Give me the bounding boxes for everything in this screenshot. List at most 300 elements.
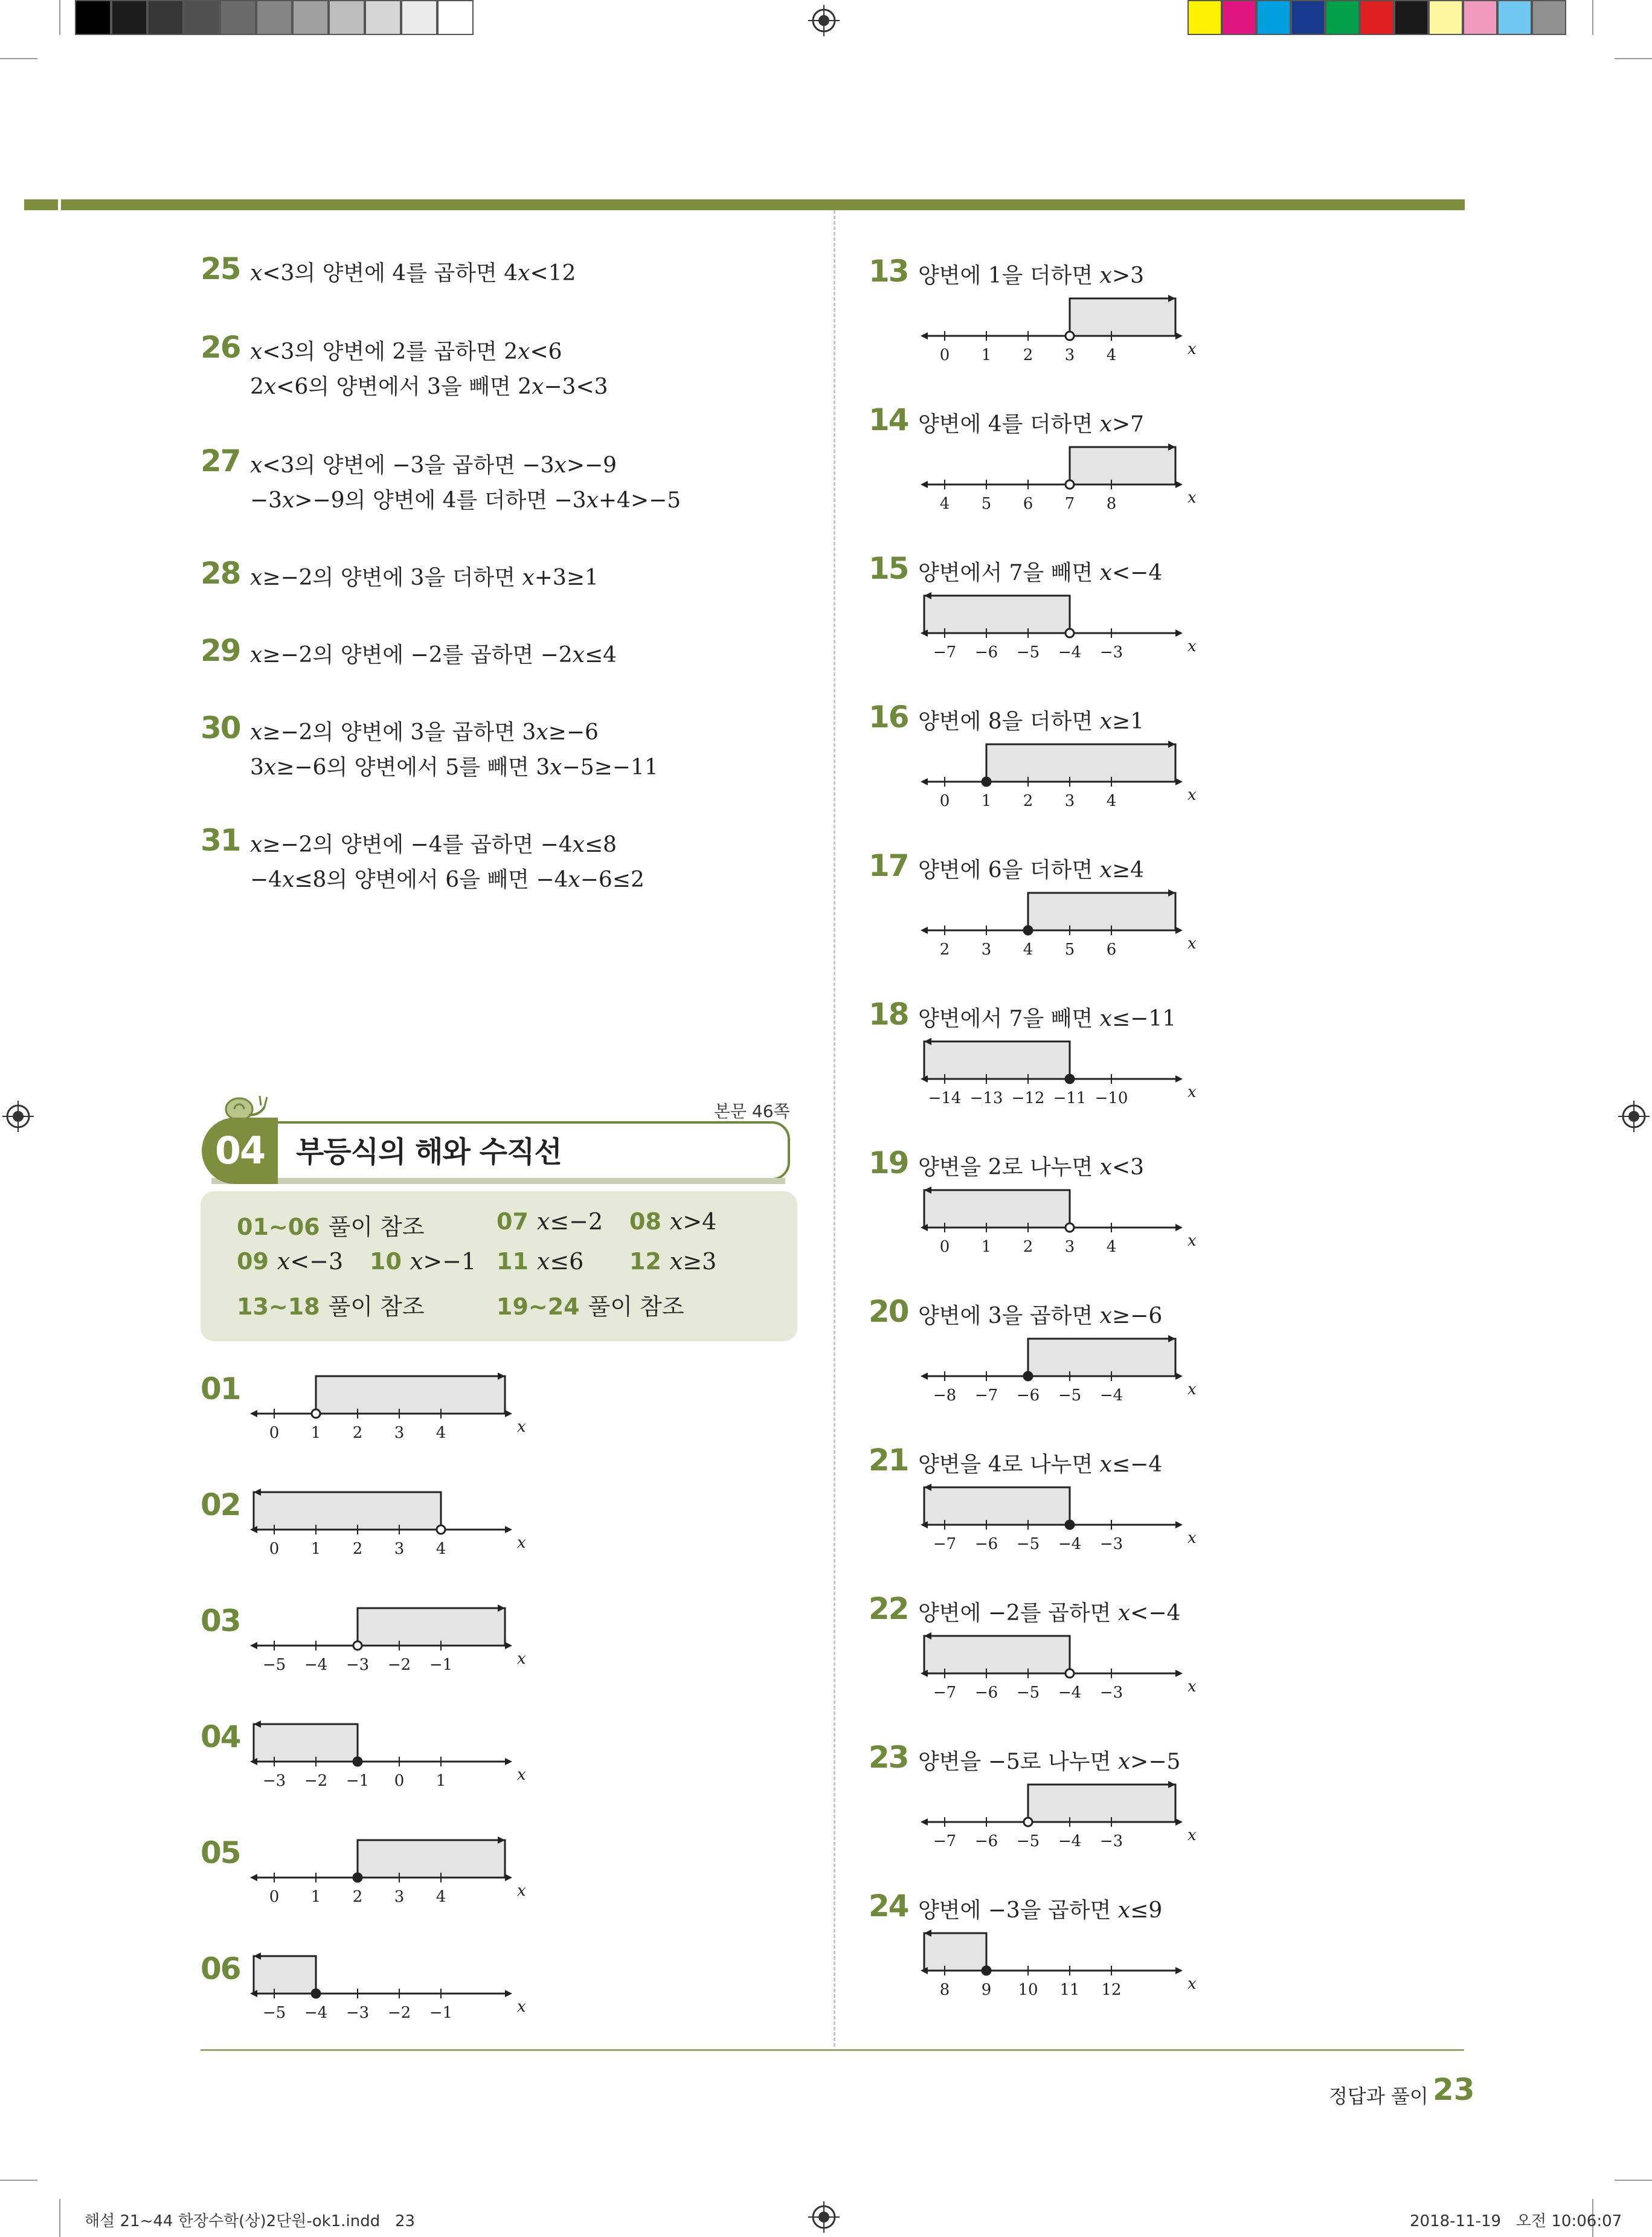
- closed-point: [982, 1966, 991, 1975]
- axis-variable: x: [1188, 1083, 1197, 1101]
- problem-number: 05: [201, 1835, 240, 1870]
- open-point: [312, 1409, 320, 1418]
- answer-key: 12: [629, 1248, 661, 1275]
- answer-entry: [370, 1248, 476, 1275]
- answer-key: 13~18: [237, 1293, 320, 1320]
- tick-label: 3: [394, 1424, 405, 1442]
- answer-value: x≤6: [536, 1248, 584, 1275]
- tick-label: −7: [933, 643, 957, 661]
- closed-point: [1065, 1075, 1074, 1083]
- tick-label: 8: [1106, 495, 1117, 513]
- tick-label: 10: [1018, 1981, 1038, 1999]
- tick-label: 6: [1106, 941, 1117, 959]
- problem-number: 29: [201, 633, 240, 668]
- color-swatch: [1532, 0, 1566, 35]
- tick-label: −5: [1016, 643, 1040, 661]
- number-line: [254, 1722, 526, 1794]
- problem-number: 13: [869, 254, 908, 289]
- solution-line: x≥−2의 양변에 −4를 곱하면 −4x≤8: [250, 832, 617, 857]
- axis-arrowhead: [1175, 778, 1183, 785]
- tick-label: 0: [939, 792, 950, 810]
- tick-label: −8: [933, 1386, 957, 1405]
- axis-variable: x: [1188, 1380, 1197, 1399]
- closed-point: [353, 1757, 362, 1766]
- solution-line: 양변에 8을 더하면 x≥1: [918, 709, 1145, 734]
- axis-arrowhead: [1175, 1818, 1183, 1826]
- problem-number: 20: [869, 1294, 908, 1329]
- gray-swatch: [365, 0, 401, 35]
- print-date-info: 2018-11-19 오전 10:06:07: [1410, 2212, 1622, 2230]
- number-line: [254, 1374, 526, 1446]
- color-swatch: [1429, 0, 1463, 35]
- open-point: [1065, 629, 1074, 637]
- color-swatch: [1256, 0, 1291, 35]
- number-line: [254, 1490, 526, 1562]
- problem-number: 02: [201, 1487, 240, 1522]
- problem-number: 23: [869, 1740, 908, 1775]
- number-line: [924, 1188, 1197, 1260]
- color-swatch: [1222, 0, 1256, 35]
- solution-region: [924, 1933, 986, 1971]
- gray-swatch: [184, 0, 220, 35]
- axis-variable: x: [1188, 1826, 1197, 1844]
- registration-mark-right: [1618, 1101, 1650, 1132]
- problem-number: 24: [869, 1888, 908, 1923]
- axis-arrowhead: [250, 1410, 257, 1417]
- color-swatch: [1497, 0, 1532, 35]
- crop-mark: [59, 0, 60, 35]
- number-line: [924, 1633, 1197, 1706]
- tick-label: −4: [1099, 1386, 1123, 1405]
- number-line: [924, 890, 1197, 963]
- solution-region: [254, 1492, 441, 1530]
- solution-region: [924, 1041, 1070, 1079]
- gray-swatch: [147, 0, 184, 35]
- tick-label: −7: [933, 1832, 957, 1850]
- tick-label: 0: [939, 346, 950, 364]
- problem-number: 18: [869, 997, 908, 1032]
- tick-label: −4: [304, 2004, 328, 2022]
- solution-line: 양변에서 7을 빼면 x<−4: [918, 561, 1163, 585]
- solution-line: 양변에서 7을 빼면 x≤−11: [918, 1006, 1177, 1031]
- tick-label: 1: [981, 346, 992, 364]
- answer-key: 09: [237, 1248, 269, 1275]
- tick-label: 5: [1064, 941, 1075, 959]
- axis-variable: x: [517, 1418, 526, 1436]
- problem-number: 15: [869, 551, 908, 586]
- problem-number: 17: [869, 848, 908, 883]
- solution-region: [316, 1376, 505, 1414]
- solution-region: [1028, 1339, 1175, 1376]
- solution-line: −3x>−9의 양변에 4를 더하면 −3x+4>−5: [250, 488, 681, 513]
- tick-label: 4: [1106, 792, 1117, 810]
- registration-mark-left: [2, 1101, 34, 1132]
- tick-label: −5: [1058, 1386, 1082, 1405]
- axis-variable: x: [1188, 1678, 1197, 1696]
- answer-key: 11: [497, 1248, 529, 1275]
- closed-point: [1024, 926, 1032, 935]
- tick-label: −6: [974, 1684, 998, 1702]
- color-swatch: [1463, 0, 1497, 35]
- problem-number: 26: [201, 330, 240, 365]
- tick-label: −2: [387, 1656, 411, 1674]
- tick-label: −3: [262, 1772, 286, 1790]
- tick-label: −11: [1053, 1089, 1087, 1107]
- axis-arrowhead: [250, 1642, 257, 1649]
- solution-region: [358, 1840, 505, 1878]
- axis-arrowhead: [505, 1990, 512, 1997]
- answer-summary-box: [201, 1191, 797, 1341]
- axis-variable: x: [517, 1534, 526, 1552]
- solution-region: [924, 1636, 1070, 1673]
- crop-mark: [1592, 0, 1593, 35]
- solution-line: 양변을 4로 나누면 x≤−4: [918, 1452, 1163, 1477]
- axis-arrowhead: [1175, 927, 1183, 934]
- tick-label: −14: [928, 1089, 962, 1107]
- tick-label: −3: [1099, 1832, 1123, 1850]
- answer-entry: [629, 1248, 716, 1275]
- solution-line: 양변에 1을 더하면 x>3: [918, 263, 1145, 288]
- tick-label: −4: [1058, 1684, 1082, 1702]
- axis-variable: x: [1188, 1975, 1197, 1993]
- axis-arrowhead: [505, 1874, 512, 1881]
- tick-label: 1: [435, 1772, 446, 1790]
- tick-label: −4: [1058, 643, 1082, 661]
- color-swatch: [1360, 0, 1394, 35]
- tick-label: −3: [1099, 643, 1123, 661]
- header-rule-gap: [58, 199, 61, 210]
- axis-variable: x: [1188, 935, 1197, 953]
- tick-label: −12: [1011, 1089, 1045, 1107]
- problem-number: 19: [869, 1145, 908, 1180]
- tick-label: −1: [429, 2004, 453, 2022]
- axis-arrowhead: [1175, 481, 1183, 488]
- gray-swatch: [256, 0, 292, 35]
- solution-region: [924, 1190, 1070, 1228]
- answer-key: 19~24: [497, 1293, 580, 1320]
- tick-label: 8: [939, 1981, 950, 1999]
- registration-mark-bottom: [808, 2201, 840, 2233]
- section-header: [199, 1087, 797, 1184]
- solution-line: −4x≤8의 양변에서 6을 빼면 −4x−6≤2: [250, 867, 644, 892]
- tick-label: 4: [1106, 346, 1117, 364]
- closed-point: [1065, 1521, 1074, 1529]
- crop-mark: [1615, 58, 1652, 59]
- crop-mark: [0, 58, 37, 59]
- problem-number: 14: [869, 402, 908, 437]
- number-line: [924, 296, 1197, 369]
- tick-label: 3: [1064, 346, 1075, 364]
- tick-label: −5: [262, 2004, 286, 2022]
- gray-swatch: [220, 0, 256, 35]
- axis-arrowhead: [505, 1526, 512, 1533]
- number-line: [924, 445, 1197, 517]
- tick-label: 4: [939, 495, 950, 513]
- solution-line: x<3의 양변에 2를 곱하면 2x<6: [250, 340, 562, 364]
- solution-region: [1028, 893, 1175, 930]
- answer-value: 풀이 참조: [588, 1293, 684, 1320]
- tick-label: 0: [394, 1772, 405, 1790]
- tick-label: 9: [981, 1981, 992, 1999]
- tick-label: −6: [974, 643, 998, 661]
- answer-key: 10: [370, 1248, 402, 1275]
- gray-swatch: [401, 0, 437, 35]
- problem-number: 31: [201, 823, 240, 858]
- solution-line: 양변에 4를 더하면 x>7: [918, 412, 1145, 437]
- axis-arrowhead: [1175, 1967, 1183, 1974]
- tick-label: 0: [269, 1540, 280, 1558]
- solution-line: 양변에 6을 더하면 x≥4: [918, 858, 1145, 883]
- axis-arrowhead: [1175, 1521, 1183, 1528]
- column-divider: [834, 210, 835, 2047]
- open-point: [1065, 1669, 1074, 1678]
- tick-label: −5: [1016, 1535, 1040, 1553]
- axis-arrowhead: [921, 1373, 928, 1380]
- print-file-info: 해설 21~44 한장수학(상)2단원-ok1.indd 23: [85, 2212, 416, 2230]
- tick-label: 2: [352, 1888, 363, 1906]
- color-swatch: [1188, 0, 1222, 35]
- tick-label: 3: [981, 941, 992, 959]
- number-line: [924, 1485, 1197, 1557]
- number-line: [924, 1336, 1197, 1409]
- tick-label: −6: [974, 1535, 998, 1553]
- color-swatch: [1394, 0, 1429, 35]
- section-page-ref: 본문 46쪽: [714, 1101, 790, 1121]
- answer-entry: [237, 1288, 425, 1321]
- tick-label: −3: [1099, 1684, 1123, 1702]
- axis-arrowhead: [505, 1642, 512, 1649]
- gray-swatch: [437, 0, 474, 35]
- tick-label: 4: [1023, 941, 1033, 959]
- answer-value: x≥3: [669, 1248, 717, 1275]
- axis-variable: x: [1188, 1529, 1197, 1547]
- solution-region: [254, 1956, 316, 1994]
- axis-variable: x: [517, 1766, 526, 1784]
- tick-label: 0: [269, 1424, 280, 1442]
- tick-label: 6: [1023, 495, 1033, 513]
- problem-number: 25: [201, 251, 240, 286]
- tick-label: 3: [394, 1540, 405, 1558]
- gray-swatch: [111, 0, 147, 35]
- number-line: [924, 1782, 1197, 1855]
- solution-line: 양변을 −5로 나누면 x>−5: [918, 1749, 1181, 1774]
- answer-key: 01~06: [237, 1214, 320, 1240]
- solution-line: 양변에 −3을 곱하면 x≤9: [918, 1898, 1163, 1923]
- problem-number: 06: [201, 1951, 240, 1986]
- answer-value: x<−3: [277, 1248, 344, 1275]
- closed-point: [312, 1989, 320, 1998]
- solution-region: [986, 744, 1175, 782]
- tick-label: −4: [1058, 1535, 1082, 1553]
- solution-region: [1028, 1785, 1175, 1822]
- solution-region: [924, 1487, 1070, 1525]
- axis-variable: x: [517, 1650, 526, 1668]
- problem-number: 30: [201, 710, 240, 745]
- tick-label: −1: [346, 1772, 370, 1790]
- problem-number: 21: [869, 1443, 908, 1478]
- tick-label: −4: [1058, 1832, 1082, 1850]
- axis-variable: x: [1188, 637, 1197, 655]
- axis-arrowhead: [1175, 629, 1183, 637]
- solution-line: x<3의 양변에 −3을 곱하면 −3x>−9: [250, 453, 617, 478]
- tick-label: −10: [1094, 1089, 1128, 1107]
- closed-point: [353, 1873, 362, 1882]
- axis-arrowhead: [921, 1818, 928, 1826]
- answer-key: 07: [497, 1208, 529, 1235]
- open-point: [1024, 1818, 1032, 1826]
- problem-number: 27: [201, 443, 240, 478]
- tick-label: 11: [1059, 1981, 1080, 1999]
- tick-label: −13: [969, 1089, 1003, 1107]
- tick-label: 3: [1064, 792, 1075, 810]
- tick-label: 3: [1064, 1238, 1075, 1256]
- footer-label: 정답과 풀이: [1329, 2085, 1429, 2108]
- crop-mark: [0, 2180, 37, 2181]
- answer-entry: [497, 1208, 603, 1235]
- section-title-shadow: [211, 1178, 785, 1184]
- tick-label: 4: [435, 1888, 446, 1906]
- gray-swatch: [292, 0, 329, 35]
- tick-label: −7: [933, 1535, 957, 1553]
- solution-line: 2x<6의 양변에서 3을 빼면 2x−3<3: [250, 375, 608, 399]
- tick-label: 2: [939, 941, 950, 959]
- tick-label: −5: [1016, 1684, 1040, 1702]
- tick-label: −6: [1016, 1386, 1040, 1405]
- number-line: [254, 1606, 526, 1678]
- tick-label: 4: [435, 1540, 446, 1558]
- axis-arrowhead: [505, 1410, 512, 1417]
- axis-variable: x: [1188, 340, 1197, 358]
- solution-region: [358, 1608, 505, 1646]
- footer-rule: [201, 2049, 1464, 2051]
- number-line: [924, 593, 1197, 666]
- tick-label: 2: [352, 1540, 363, 1558]
- answer-entry: [497, 1248, 583, 1275]
- number-line: [254, 1838, 526, 1910]
- open-point: [1065, 1223, 1074, 1232]
- axis-arrowhead: [921, 778, 928, 785]
- solution-region: [254, 1724, 358, 1762]
- section-number: 04: [214, 1128, 265, 1173]
- tick-label: 1: [310, 1888, 321, 1906]
- axis-variable: x: [1188, 489, 1197, 507]
- axis-arrowhead: [505, 1758, 512, 1765]
- tick-label: 1: [981, 1238, 992, 1256]
- tick-label: 2: [1023, 792, 1033, 810]
- open-point: [353, 1641, 362, 1650]
- tick-label: −3: [346, 1656, 370, 1674]
- tick-label: −6: [974, 1832, 998, 1850]
- open-point: [1065, 332, 1074, 340]
- solution-line: 양변에 −2를 곱하면 x<−4: [918, 1601, 1181, 1626]
- gray-swatch: [75, 0, 111, 35]
- closed-point: [1024, 1372, 1032, 1380]
- tick-label: 0: [269, 1888, 280, 1906]
- tick-label: 2: [1023, 1238, 1033, 1256]
- tick-label: −2: [304, 1772, 328, 1790]
- page-number: 23: [1433, 2072, 1475, 2107]
- axis-arrowhead: [1175, 1075, 1183, 1083]
- tick-label: −7: [933, 1684, 957, 1702]
- axis-variable: x: [1188, 786, 1197, 804]
- tick-label: 4: [435, 1424, 446, 1442]
- tick-label: 2: [352, 1424, 363, 1442]
- axis-arrowhead: [1175, 1670, 1183, 1677]
- answer-value: x>4: [669, 1208, 717, 1235]
- tick-label: −3: [1099, 1535, 1123, 1553]
- solution-line: x≥−2의 양변에 −2를 곱하면 −2x≤4: [250, 643, 617, 668]
- axis-arrowhead: [921, 481, 928, 488]
- solution-line: 양변을 2로 나누면 x<3: [918, 1155, 1145, 1180]
- number-line: [924, 1039, 1197, 1112]
- section-title: 부등식의 해와 수직선: [296, 1135, 562, 1169]
- axis-arrowhead: [921, 927, 928, 934]
- answer-entry: [497, 1288, 684, 1321]
- answer-entry: [237, 1248, 343, 1275]
- number-line: [254, 1954, 526, 2026]
- tick-label: −5: [1016, 1832, 1040, 1850]
- axis-arrowhead: [1175, 332, 1183, 340]
- tick-label: −4: [304, 1656, 328, 1674]
- solution-line: x≥−2의 양변에 3을 곱하면 3x≥−6: [250, 720, 599, 745]
- tick-label: 2: [1023, 346, 1033, 364]
- crop-mark: [59, 2199, 60, 2237]
- solution-line: 양변에 3을 곱하면 x≥−6: [918, 1304, 1163, 1328]
- open-point: [1065, 480, 1074, 489]
- problem-number: 16: [869, 700, 908, 735]
- registration-mark-top: [808, 5, 840, 36]
- tick-label: −5: [262, 1656, 286, 1674]
- tick-label: 3: [394, 1888, 405, 1906]
- axis-variable: x: [517, 1882, 526, 1900]
- tick-label: 4: [1106, 1238, 1117, 1256]
- tick-label: −3: [346, 2004, 370, 2022]
- tick-label: 12: [1101, 1981, 1122, 1999]
- problem-number: 03: [201, 1603, 240, 1638]
- answer-entry: [629, 1208, 716, 1235]
- crop-mark: [1615, 2180, 1652, 2181]
- axis-variable: x: [1188, 1232, 1197, 1250]
- tick-label: 1: [981, 792, 992, 810]
- gray-swatch: [329, 0, 365, 35]
- problem-number: 28: [201, 556, 240, 591]
- answer-value: 풀이 참조: [328, 1214, 425, 1240]
- section-number-badge: [202, 1118, 278, 1184]
- tick-label: 5: [981, 495, 992, 513]
- tick-label: 7: [1064, 495, 1075, 513]
- axis-variable: x: [517, 1998, 526, 2016]
- answer-value: x>−1: [410, 1248, 477, 1275]
- tick-label: 0: [939, 1238, 950, 1256]
- axis-arrowhead: [1175, 1224, 1183, 1231]
- closed-point: [982, 777, 991, 786]
- solution-region: [1070, 298, 1175, 336]
- number-line: [924, 742, 1197, 814]
- tick-label: 1: [310, 1540, 321, 1558]
- color-swatch: [1291, 0, 1325, 35]
- tick-label: −1: [429, 1656, 453, 1674]
- solution-region: [1070, 447, 1175, 484]
- solution-region: [924, 596, 1070, 633]
- solution-line: 3x≥−6의 양변에서 5를 빼면 3x−5≥−11: [250, 755, 658, 780]
- problem-number: 01: [201, 1371, 240, 1406]
- problem-number: 22: [869, 1591, 908, 1626]
- tick-label: 1: [310, 1424, 321, 1442]
- solution-line: x≥−2의 양변에 3을 더하면 x+3≥1: [250, 565, 599, 590]
- open-point: [437, 1525, 445, 1534]
- answer-value: x≤−2: [536, 1208, 603, 1235]
- header-rule: [24, 199, 1465, 210]
